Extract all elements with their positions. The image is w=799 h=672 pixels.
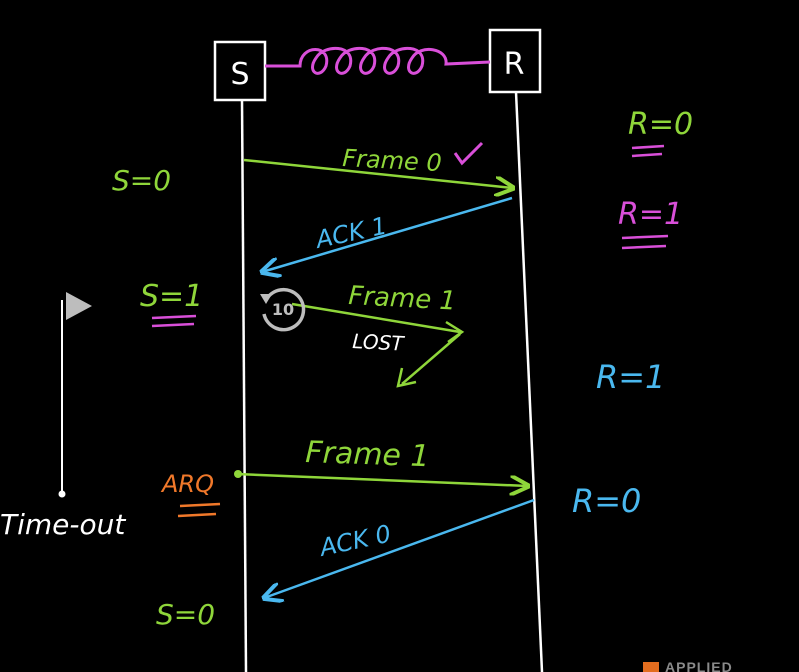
receiver-state-r1-blue: R=1: [596, 358, 666, 396]
sender-node-label: S: [230, 57, 250, 92]
ack0-label: ACK 0: [317, 519, 394, 562]
play-icon: [58, 290, 102, 322]
play-button[interactable]: [58, 290, 102, 322]
frame1-lost-label: Frame 1: [347, 281, 457, 317]
arq-point: [234, 470, 242, 478]
sender-state-middle-underline-2: [152, 324, 194, 326]
sender-state-bottom: S=0: [156, 598, 216, 631]
receiver-state-r0-bottom: R=0: [572, 482, 642, 520]
link-coil: [265, 48, 490, 73]
sender-timeline: [242, 100, 246, 672]
receiver-timeline: [516, 92, 542, 672]
arq-underline-1: [180, 504, 220, 506]
brand-watermark: [639, 658, 799, 672]
brand-logo-icon: [643, 662, 659, 672]
frame0-check-icon: [455, 143, 482, 163]
lost-break-line: [402, 334, 460, 384]
receiver-state-r1-underline-2: [622, 246, 666, 248]
receiver-state-r1-underline-1: [622, 236, 668, 238]
arq-label: ARQ: [162, 470, 214, 498]
arq-underline-2: [178, 514, 216, 516]
sender-state-middle: S=1: [140, 279, 204, 314]
sender-state-middle-underline-1: [152, 316, 196, 318]
frame0-label: Frame 0: [341, 144, 443, 178]
timeout-label: Time-out: [0, 508, 126, 541]
replay-icon: [254, 280, 310, 336]
ack0-arrow: [264, 500, 534, 598]
brand-text: APPLIED: [665, 659, 733, 672]
replay-10-button[interactable]: [254, 280, 310, 336]
frame1-resend-arrow: [236, 474, 528, 486]
timeout-start-dot: [59, 491, 66, 498]
receiver-state-r0: R=0: [628, 107, 694, 142]
sender-state-top: S=0: [112, 164, 172, 197]
replay-seconds: 10: [271, 300, 295, 319]
ack1-label: ACK 1: [313, 211, 390, 254]
receiver-state-r1-pink: R=1: [618, 197, 684, 232]
receiver-state-r0-underline-1: [632, 146, 664, 148]
receiver-state-r0-underline-2: [632, 154, 662, 156]
frame1-resend-label: Frame 1: [304, 435, 431, 475]
receiver-node-label: R: [503, 47, 525, 82]
lost-break-arrowhead: [398, 368, 416, 386]
lost-label: LOST: [351, 329, 405, 356]
